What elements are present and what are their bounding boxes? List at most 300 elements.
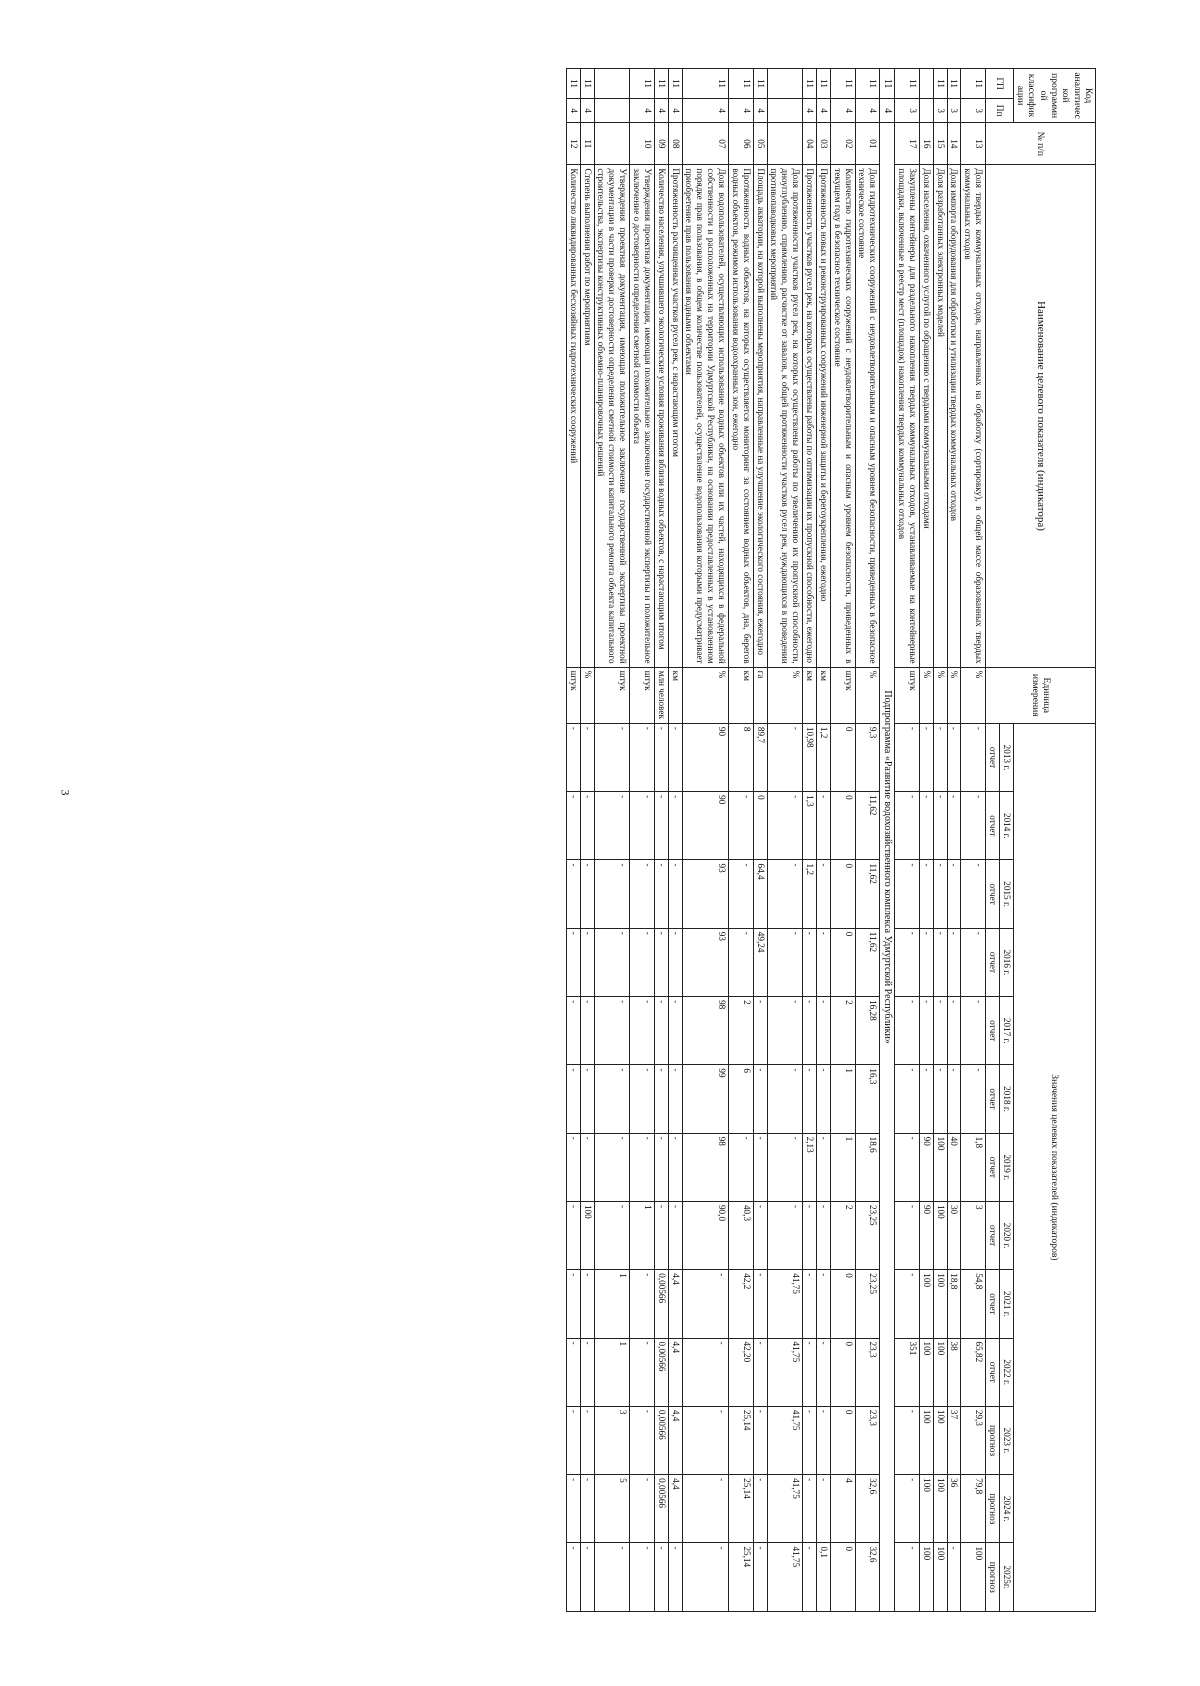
value-cell: 1 [830, 1133, 855, 1201]
value-cell: - [803, 1338, 817, 1406]
gp-code-cell: 11 [895, 69, 920, 99]
value-cell: 65,82 [961, 1338, 986, 1406]
value-cell: 16,3 [855, 1065, 880, 1133]
value-cell: - [933, 792, 947, 860]
value-cell: 100 [961, 1543, 986, 1612]
value-cell: - [566, 1133, 580, 1201]
value-cell: 79,8 [961, 1475, 986, 1543]
kind-header: отчет [986, 1133, 1000, 1201]
year-header: 2021 г. [999, 1270, 1013, 1338]
section-pp: 4 [880, 99, 895, 123]
value-cell: 6 [728, 1065, 753, 1133]
pp-code-cell: 3 [933, 99, 947, 123]
value-cell: - [816, 1338, 830, 1406]
value-cell: - [668, 860, 682, 928]
value-cell: - [895, 1065, 920, 1133]
value-cell: - [933, 997, 947, 1065]
value-cell: - [753, 1406, 767, 1474]
section-gp: 11 [880, 69, 895, 99]
table-row [753, 69, 767, 1612]
table-row [630, 69, 655, 1612]
table-row [580, 69, 594, 1612]
unit-header: Единица измерения [986, 667, 1096, 723]
value-cell: - [961, 723, 986, 791]
table-row [654, 69, 668, 1612]
value-cell: 90 [682, 792, 728, 860]
value-cell: - [566, 1201, 580, 1269]
table-row [855, 69, 880, 1612]
value-cell: - [566, 723, 580, 791]
value-cell: - [566, 928, 580, 996]
indicator-name-cell: Доля населения, охваченного услугой по обращению с твердыми коммунальными отходами [919, 165, 933, 667]
unit-cell: га [753, 667, 767, 723]
value-cell: - [961, 1065, 986, 1133]
value-cell: - [594, 723, 630, 791]
table-row [566, 69, 580, 1612]
value-cell: 4,4 [668, 1475, 682, 1543]
value-cell: - [682, 1543, 728, 1612]
indicator-name-cell: Доля протяженности участков русел рек, на которых осуществлены работы по увеличению их пропускной способности, дноуглублению, спрямлению, расчистке от завалов, к общей протяженности участков русел рек, нуждающихся в проведении противопаводковых мероприятий [767, 165, 803, 667]
value-cell: 89,7 [753, 723, 767, 791]
value-cell: - [895, 1270, 920, 1338]
value-cell: - [566, 997, 580, 1065]
value-cell: 23,3 [855, 1406, 880, 1474]
unit-cell: штук [830, 667, 855, 723]
kind-header: отчет [986, 1270, 1000, 1338]
gp-code-cell: 11 [855, 69, 880, 99]
value-cell: 41,75 [767, 1406, 803, 1474]
value-cell: 0 [830, 860, 855, 928]
unit-cell: км [728, 667, 753, 723]
value-cell: - [895, 1543, 920, 1612]
value-cell: 2 [728, 997, 753, 1065]
value-cell: 100 [919, 1475, 933, 1543]
value-cell: 100 [580, 1201, 594, 1269]
value-cell: - [580, 1133, 594, 1201]
value-cell: - [961, 792, 986, 860]
table-row [919, 69, 933, 1612]
value-cell: - [594, 1133, 630, 1201]
kind-header: отчет [986, 1338, 1000, 1406]
value-cell: - [753, 1201, 767, 1269]
gp-code-cell: 11 [580, 69, 594, 99]
gp-code-cell: 11 [933, 69, 947, 99]
value-cell: - [630, 1543, 655, 1612]
value-cell: 5 [594, 1475, 630, 1543]
value-cell: - [654, 1201, 668, 1269]
value-cell: 0 [830, 792, 855, 860]
value-cell: - [803, 997, 817, 1065]
pp-code-cell: 4 [630, 99, 655, 123]
value-cell: - [816, 792, 830, 860]
indicator-name-cell: Количество гидротехнических сооружений с неудовлетворительным и опасным уровнем безопасности, приведенных в текущем году в безопасное техническое состояние [830, 165, 855, 667]
indicator-name-header: Наименование целевого показателя (индикатора) [986, 165, 1096, 667]
year-header: 2018 г. [999, 1065, 1013, 1133]
gp-code-cell [767, 69, 803, 99]
value-cell: 100 [933, 1475, 947, 1543]
value-cell: - [630, 1475, 655, 1543]
kind-header: отчет [986, 928, 1000, 996]
value-cell: 1,2 [803, 860, 817, 928]
pp-code-cell: 4 [816, 99, 830, 123]
value-cell: 3 [961, 1201, 986, 1269]
year-header: 2020 г. [999, 1201, 1013, 1269]
value-cell: - [630, 1406, 655, 1474]
row-number-cell: 10 [630, 123, 655, 165]
section-title: Подпрограмма «Развитие водохозяйственного комплекса Удмуртской Республики» [880, 123, 895, 1612]
value-cell: - [947, 723, 961, 791]
value-cell: 30 [947, 1201, 961, 1269]
pp-code-cell: 4 [654, 99, 668, 123]
value-cell: - [630, 1270, 655, 1338]
unit-cell: % [961, 667, 986, 723]
value-cell: - [816, 1133, 830, 1201]
unit-cell: % [919, 667, 933, 723]
values-group-header: Значения целевых показателей (индикаторов) [1013, 723, 1095, 1611]
pp-code-cell: 3 [961, 99, 986, 123]
value-cell: - [594, 1543, 630, 1612]
value-cell: 100 [933, 1338, 947, 1406]
code-group-header: Код аналитической программной классификации [1013, 69, 1095, 123]
row-number-cell: 02 [830, 123, 855, 165]
value-cell: - [580, 1406, 594, 1474]
value-cell: - [566, 1406, 580, 1474]
value-cell: 49,24 [753, 928, 767, 996]
value-cell: 0 [830, 1543, 855, 1612]
value-cell: - [668, 792, 682, 860]
value-cell: - [668, 1133, 682, 1201]
table-row [668, 69, 682, 1612]
value-cell: 0,1 [816, 1543, 830, 1612]
value-cell: - [566, 1065, 580, 1133]
value-cell: 11,62 [855, 928, 880, 996]
unit-cell: км [816, 667, 830, 723]
value-cell: - [919, 1065, 933, 1133]
value-cell: - [580, 723, 594, 791]
row-number-cell: 15 [933, 123, 947, 165]
value-cell: - [580, 792, 594, 860]
value-cell: 4,4 [668, 1338, 682, 1406]
row-number-cell [594, 123, 630, 165]
value-cell: - [816, 1065, 830, 1133]
value-cell: 90 [919, 1201, 933, 1269]
value-cell: - [580, 1270, 594, 1338]
value-cell: - [630, 997, 655, 1065]
table-row [933, 69, 947, 1612]
value-cell: - [654, 860, 668, 928]
value-cell: - [767, 792, 803, 860]
value-cell: 100 [919, 1270, 933, 1338]
kind-header: отчет [986, 997, 1000, 1065]
row-number-cell: 11 [580, 123, 594, 165]
value-cell: 0,00566 [654, 1406, 668, 1474]
indicator-name-cell: Протяженность водных объектов, на которых осуществляется мониторинг за состоянием водных объектов, дна, берегов водных объектов, режимом использования водоохранных зон, ежегодно [728, 165, 753, 667]
row-number-cell: 04 [803, 123, 817, 165]
value-cell: 0,00566 [654, 1475, 668, 1543]
value-cell: - [947, 860, 961, 928]
value-cell: - [728, 928, 753, 996]
value-cell: 23,3 [855, 1338, 880, 1406]
row-number-cell: 08 [668, 123, 682, 165]
value-cell: - [566, 1543, 580, 1612]
indicator-name-cell: Количество ликвидированных бесхозяйных гидротехнических сооружений [566, 165, 580, 667]
value-cell: - [933, 1065, 947, 1133]
value-cell: - [961, 860, 986, 928]
row-number-cell: 07 [682, 123, 728, 165]
value-cell: 37 [947, 1406, 961, 1474]
kind-header: отчет [986, 860, 1000, 928]
value-cell: 1 [594, 1338, 630, 1406]
pp-code-cell: 4 [728, 99, 753, 123]
table-section [880, 69, 895, 1612]
unit-cell: % [933, 667, 947, 723]
table-row [816, 69, 830, 1612]
unit-cell: % [580, 667, 594, 723]
pp-code-cell [767, 99, 803, 123]
year-header: 2019 г. [999, 1133, 1013, 1201]
value-cell: - [895, 792, 920, 860]
value-cell: 98 [682, 997, 728, 1065]
value-cell: - [654, 723, 668, 791]
value-cell: 54,8 [961, 1270, 986, 1338]
value-cell: - [580, 1065, 594, 1133]
value-cell: - [803, 1406, 817, 1474]
value-cell: - [919, 997, 933, 1065]
value-cell: - [919, 860, 933, 928]
value-cell: 29,3 [961, 1406, 986, 1474]
value-cell: - [753, 1338, 767, 1406]
row-number-cell [767, 123, 803, 165]
value-cell: 11,62 [855, 860, 880, 928]
unit-cell: штук [594, 667, 630, 723]
value-cell: - [816, 860, 830, 928]
value-cell: - [630, 1338, 655, 1406]
value-cell: - [816, 997, 830, 1065]
value-cell: - [933, 928, 947, 996]
pp-code-cell: 4 [830, 99, 855, 123]
value-cell: 4 [830, 1475, 855, 1543]
unit-cell: млн человек [654, 667, 668, 723]
value-cell: - [630, 792, 655, 860]
value-cell: - [654, 928, 668, 996]
row-number-cell: 12 [566, 123, 580, 165]
value-cell: - [580, 1543, 594, 1612]
page-number: 3 [58, 789, 73, 796]
value-cell: - [630, 723, 655, 791]
kind-header: отчет [986, 1065, 1000, 1133]
indicator-name-cell: Доля гидротехнических сооружений с неудовлетворительным и опасным уровнем безопасности, приведенных в безопасное техническое состояние [855, 165, 880, 667]
value-cell: 32,6 [855, 1543, 880, 1612]
table-row [803, 69, 817, 1612]
value-cell: - [961, 997, 986, 1065]
value-cell: 0,00566 [654, 1270, 668, 1338]
indicator-name-cell: Количество населения, улучшившего экологические условия проживания вблизи водных объектов, с нарастающим итогом [654, 165, 668, 667]
kind-header: отчет [986, 723, 1000, 791]
value-cell: - [630, 928, 655, 996]
unit-cell: штук [895, 667, 920, 723]
value-cell: 1,8 [961, 1133, 986, 1201]
value-cell: - [947, 1543, 961, 1612]
value-cell: 18,8 [947, 1270, 961, 1338]
value-cell: - [816, 1475, 830, 1543]
value-cell: 40 [947, 1133, 961, 1201]
value-cell: - [566, 1270, 580, 1338]
gp-code-cell: 11 [728, 69, 753, 99]
pp-code-cell [594, 99, 630, 123]
gp-code-cell: 11 [803, 69, 817, 99]
gp-code-cell: 11 [630, 69, 655, 99]
value-cell: - [580, 997, 594, 1065]
value-cell: - [816, 1406, 830, 1474]
value-cell: - [682, 1270, 728, 1338]
value-cell: - [668, 1543, 682, 1612]
indicator-name-cell: Доля водопользователей, осуществляющих использование водных объектов или их частей, находящихся в федеральной собственности и расположенных на территории Удмуртской Республики, на основании предоставленных в установленном порядке прав пользования, в общем количестве пользователей, осуществление водопользования которыми предусматривает приобретение прав пользования водными объектами [682, 165, 728, 667]
indicator-name-cell: Доля импорта оборудования для обработки и утилизации твердых коммунальных отходов [947, 165, 961, 667]
value-cell: - [895, 997, 920, 1065]
value-cell: - [654, 1133, 668, 1201]
value-cell: - [566, 1338, 580, 1406]
value-cell: 23,25 [855, 1201, 880, 1269]
value-cell: 41,75 [767, 1338, 803, 1406]
value-cell: - [767, 1133, 803, 1201]
value-cell: 8 [728, 723, 753, 791]
value-cell: - [630, 1065, 655, 1133]
indicator-name-cell: Протяженность участков русел рек, на которых осуществлены работы по оптимизации их пропускной способности, ежегодно [803, 165, 817, 667]
value-cell: - [682, 1406, 728, 1474]
row-number-cell: 05 [753, 123, 767, 165]
value-cell: 64,4 [753, 860, 767, 928]
indicator-name-cell: Утверждения проектная документация, имеющая положительное заключение государственной экспертизы проектной документации в части проверки достоверности определения сметной стоимости капитального ремонта объекта капитального строительства, экспертизы конструктивных объемно-планировочных решений [594, 165, 630, 667]
value-cell: 25,14 [728, 1475, 753, 1543]
value-cell: - [816, 928, 830, 996]
value-cell: - [668, 928, 682, 996]
value-cell: 0 [830, 1270, 855, 1338]
value-cell: - [767, 928, 803, 996]
unit-cell: % [767, 667, 803, 723]
row-number-cell: 03 [816, 123, 830, 165]
value-cell: 40,3 [728, 1201, 753, 1269]
value-cell: - [594, 860, 630, 928]
value-cell: 42,20 [728, 1338, 753, 1406]
value-cell: - [816, 1201, 830, 1269]
value-cell: 1 [630, 1201, 655, 1269]
value-cell: - [895, 860, 920, 928]
value-cell: - [947, 997, 961, 1065]
value-cell: - [654, 1065, 668, 1133]
value-cell: 93 [682, 928, 728, 996]
value-cell: - [566, 1475, 580, 1543]
table-body-b [566, 69, 879, 1612]
value-cell: - [566, 860, 580, 928]
value-cell: 25,14 [728, 1543, 753, 1612]
table-row [830, 69, 855, 1612]
value-cell: 100 [933, 1270, 947, 1338]
year-header: 2013 г. [999, 723, 1013, 791]
value-cell: 99 [682, 1065, 728, 1133]
value-cell: - [895, 723, 920, 791]
value-cell: - [630, 1133, 655, 1201]
value-cell: - [668, 997, 682, 1065]
value-cell: 2,13 [803, 1133, 817, 1201]
value-cell: - [961, 928, 986, 996]
value-cell: 32,6 [855, 1475, 880, 1543]
value-cell: - [728, 792, 753, 860]
value-cell: 93 [682, 860, 728, 928]
value-cell: 41,75 [767, 1270, 803, 1338]
value-cell: - [654, 792, 668, 860]
value-cell: - [803, 1201, 817, 1269]
row-number-cell: 16 [919, 123, 933, 165]
value-cell: - [594, 1065, 630, 1133]
value-cell: - [566, 792, 580, 860]
value-cell: 9,3 [855, 723, 880, 791]
value-cell: 42,2 [728, 1270, 753, 1338]
value-cell: - [767, 723, 803, 791]
unit-cell: % [855, 667, 880, 723]
pp-header: Пп [986, 99, 1014, 123]
value-cell: - [803, 1543, 817, 1612]
row-number-cell: 14 [947, 123, 961, 165]
value-cell: - [753, 1065, 767, 1133]
value-cell: 100 [919, 1406, 933, 1474]
value-cell: - [753, 1133, 767, 1201]
gp-code-cell: 11 [682, 69, 728, 99]
value-cell: 25,14 [728, 1406, 753, 1474]
table-body-a [895, 69, 986, 1612]
value-cell: 0 [830, 1338, 855, 1406]
value-cell: - [668, 723, 682, 791]
value-cell: - [594, 997, 630, 1065]
value-cell: 100 [919, 1543, 933, 1612]
pp-code-cell: 4 [753, 99, 767, 123]
indicator-name-cell: Доля разработанных электронных моделей [933, 165, 947, 667]
year-header: 2014 г. [999, 792, 1013, 860]
value-cell: 1,2 [816, 723, 830, 791]
pp-code-cell: 4 [855, 99, 880, 123]
pp-code-cell: 4 [803, 99, 817, 123]
value-cell: 41,75 [767, 1475, 803, 1543]
gp-code-cell: 11 [668, 69, 682, 99]
value-cell: - [947, 1065, 961, 1133]
value-cell: - [767, 997, 803, 1065]
value-cell: 11,62 [855, 792, 880, 860]
year-header: 2022 г. [999, 1338, 1013, 1406]
table-row [961, 69, 986, 1612]
year-header: 2024 г. [999, 1475, 1013, 1543]
value-cell: 2 [830, 997, 855, 1065]
kind-header: прогноз [986, 1406, 1000, 1474]
value-cell: - [767, 1201, 803, 1269]
value-cell: 90 [682, 723, 728, 791]
gp-code-cell: 11 [566, 69, 580, 99]
value-cell: 0 [830, 723, 855, 791]
unit-cell: штук [566, 667, 580, 723]
value-cell: 4,4 [668, 1406, 682, 1474]
value-cell: 3 [594, 1406, 630, 1474]
indicator-name-cell: Закуплены контейнеры для раздельного накопления твердых коммунальных отходов, устанавливаемые на контейнерные площадки, включенные в реестр мест (площадок) накопления твердых коммунальных отходов [895, 165, 920, 667]
value-cell: - [753, 1270, 767, 1338]
value-cell: - [682, 1475, 728, 1543]
value-cell: 0 [753, 792, 767, 860]
value-cell: - [594, 792, 630, 860]
unit-cell: км [668, 667, 682, 723]
unit-cell: штук [630, 667, 655, 723]
value-cell: - [630, 860, 655, 928]
value-cell: - [803, 928, 817, 996]
unit-cell: % [947, 667, 961, 723]
gp-code-cell: 11 [654, 69, 668, 99]
gp-code-cell: 11 [816, 69, 830, 99]
